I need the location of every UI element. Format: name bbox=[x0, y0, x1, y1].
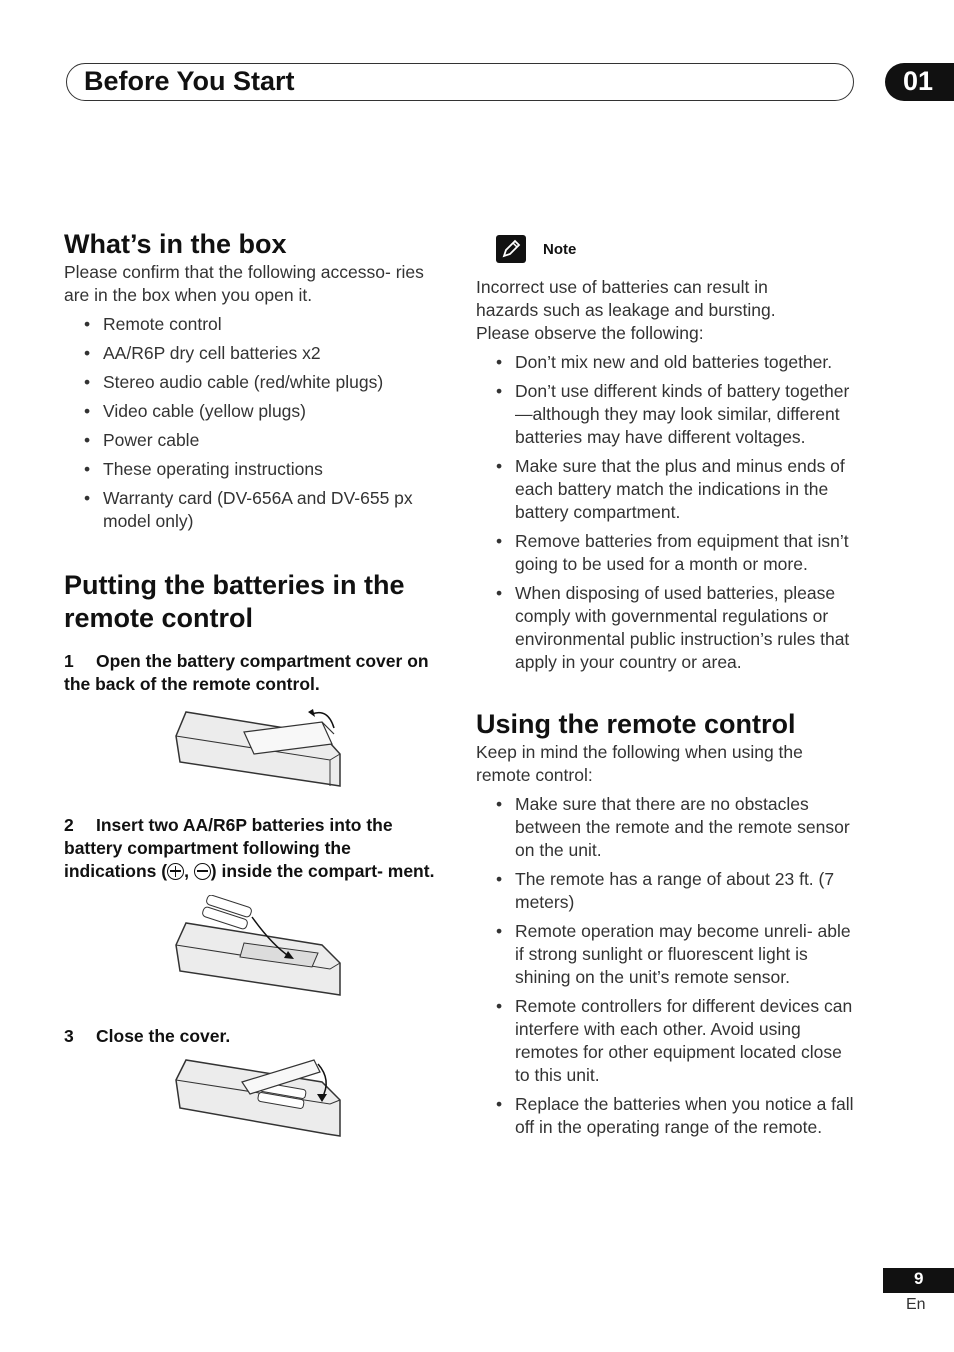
list-item: • Don’t mix new and old batteries together. bbox=[476, 351, 860, 374]
note-list bbox=[476, 351, 860, 674]
list-item: • Stereo audio cable (red/white plugs) bbox=[64, 371, 444, 394]
remote-close-cover-illustration bbox=[172, 1054, 342, 1144]
list-item: • Power cable bbox=[64, 429, 444, 452]
battery-heading-line2: remote control bbox=[64, 603, 254, 633]
battery-heading bbox=[64, 569, 444, 635]
minus-symbol-icon bbox=[194, 863, 211, 880]
chapter-number: 01 bbox=[903, 66, 934, 96]
note-label: Note bbox=[543, 240, 577, 258]
remote-intro: Keep in mind the following when using the remote control: bbox=[476, 742, 803, 785]
pencil-icon bbox=[496, 235, 526, 263]
box-heading: What’s in the box bbox=[64, 229, 287, 259]
step-2 bbox=[64, 814, 444, 883]
page-number: 9 bbox=[914, 1269, 924, 1288]
box-item-list bbox=[64, 313, 444, 533]
step-text: Insert two AA/R6P batteries into the battery compartment following the indications ( bbox=[64, 815, 393, 881]
step-text: Close the cover. bbox=[96, 1026, 231, 1046]
list-item: • Video cable (yellow plugs) bbox=[64, 400, 444, 423]
step-text: Open the battery compartment cover on the back of the remote control. bbox=[64, 651, 429, 694]
battery-heading-line1: Putting the batteries in the bbox=[64, 570, 405, 600]
list-item: • Remote control bbox=[64, 313, 444, 336]
remote-open-cover-illustration bbox=[172, 704, 342, 792]
step-1 bbox=[64, 650, 444, 696]
left-column bbox=[64, 228, 444, 1144]
list-item: • The remote has a range of about 23 ft. (7 meters) bbox=[476, 868, 860, 914]
box-intro: Please confirm that the following accesso- ries are in the box when you open it. bbox=[64, 262, 424, 305]
list-item: • These operating instructions bbox=[64, 458, 444, 481]
list-item: • When disposing of used batteries, please comply with governmental regulations or environmental public instruction’s rules that apply in your country or area. bbox=[476, 582, 860, 674]
plus-symbol-icon bbox=[167, 863, 184, 880]
list-item: • Warranty card (DV-656A and DV-655 px model only) bbox=[64, 487, 433, 533]
list-item: • Remote controllers for different devices can interfere with each other. Avoid using remotes for other equipment located close to this unit. bbox=[476, 995, 860, 1087]
step-number: 3 bbox=[64, 1026, 74, 1046]
list-item: • Make sure that there are no obstacles between the remote and the remote sensor on the unit. bbox=[476, 793, 860, 862]
step-text: ) inside the compart- ment. bbox=[210, 861, 435, 881]
list-item: • Replace the batteries when you notice a fall off in the operating range of the remote. bbox=[476, 1093, 860, 1139]
step-number: 1 bbox=[64, 651, 74, 671]
note-header bbox=[496, 234, 860, 264]
list-item: • Don’t use different kinds of battery together—although they may look similar, different batteries may have different voltages. bbox=[476, 380, 860, 449]
section-title: Before You Start bbox=[84, 66, 295, 96]
remote-insert-batteries-illustration bbox=[172, 895, 342, 1003]
step-3 bbox=[64, 1025, 444, 1048]
step-separator: , bbox=[184, 861, 194, 881]
remote-heading: Using the remote control bbox=[476, 709, 796, 739]
remote-tips-list bbox=[476, 793, 860, 1139]
right-column bbox=[476, 228, 860, 1139]
note-intro: Incorrect use of batteries can result in hazards such as leakage and bursting. Please observe the following: bbox=[476, 277, 776, 343]
list-item: • AA/R6P dry cell batteries x2 bbox=[64, 342, 444, 365]
step-number: 2 bbox=[64, 815, 74, 835]
list-item: • Remote operation may become unreli- able if strong sunlight or fluorescent light is shining on the unit’s remote sensor. bbox=[476, 920, 860, 989]
list-item: • Make sure that the plus and minus ends of each battery match the indications in the battery compartment. bbox=[476, 455, 860, 524]
language-code: En bbox=[906, 1296, 926, 1313]
list-item: • Remove batteries from equipment that isn’t going to be used for a month or more. bbox=[476, 530, 860, 576]
